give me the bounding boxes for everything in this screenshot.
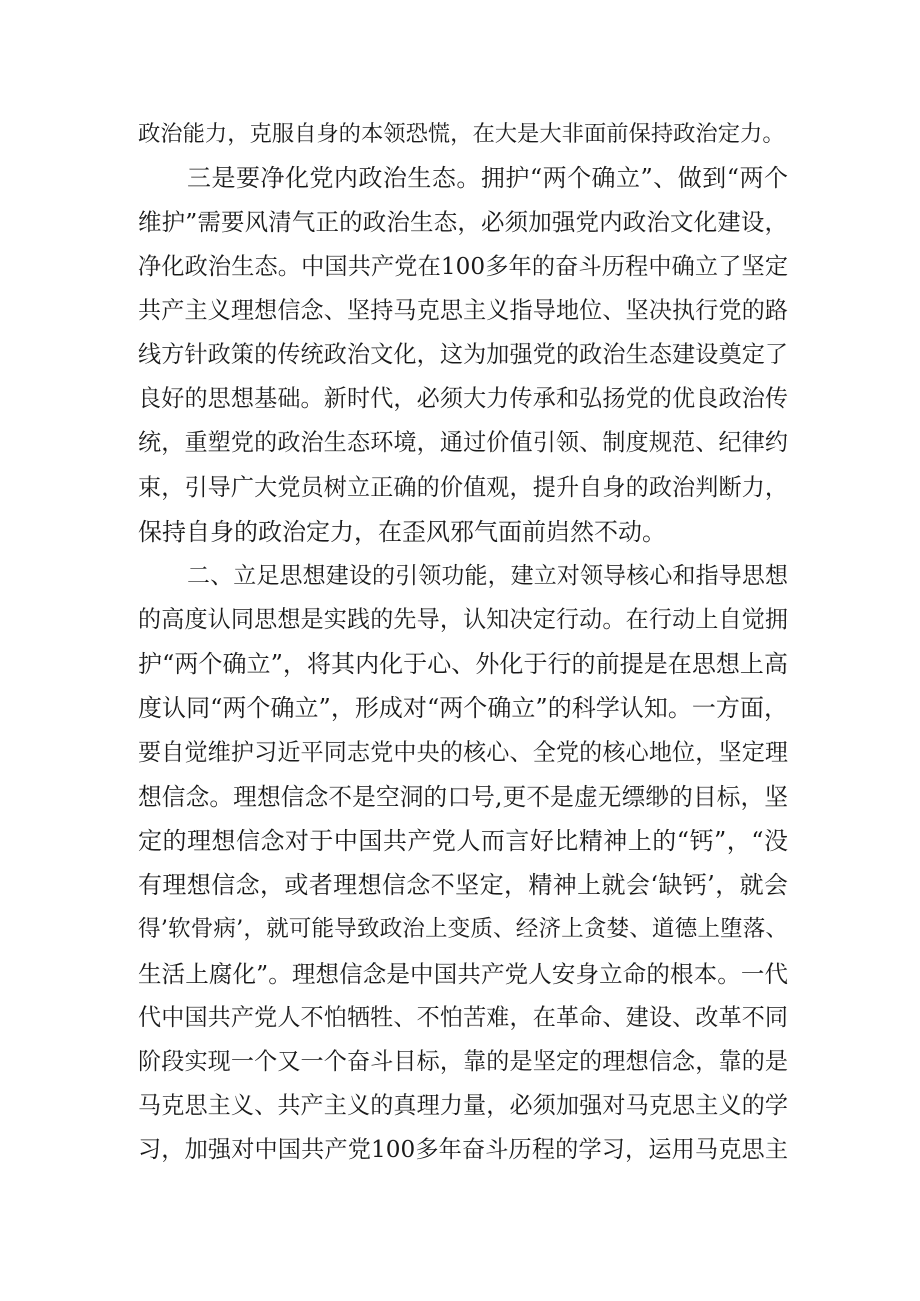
document-page	[138, 112, 788, 1173]
text-line: 要自觉维护习近平同志党中央的核心、全党的核心地位，坚定理	[138, 739, 788, 766]
text-line: 二、立足思想建设的引领功能，建立对领导核心和指导思想	[187, 562, 788, 589]
text-line: 生活上腐化”。理想信念是中国共产党人安身立命的根本。一代	[138, 959, 788, 988]
text-line: 护“两个确立”，将其内化于心、外化于行的前提是在思想上高	[138, 650, 788, 679]
text-line: 维护”需要风清气正的政治生态，必须加强党内政治文化建设，	[138, 208, 788, 237]
text-line: 共产主义理想信念、坚持马克思主义指导地位、坚决执行党的路	[138, 297, 788, 324]
text-line: 净化政治生态。中国共产党在100多年的奋斗历程中确立了坚定	[138, 252, 788, 280]
text-line: 代中国共产党人不怕牺牲、不怕苦难，在革命、建设、改革不同	[138, 1004, 788, 1031]
text-line: 有理想信念，或者理想信念不坚定，精神上就会‘缺钙’，就会	[138, 871, 788, 900]
text-line: 的高度认同思想是实践的先导，认知决定行动。在行动上自觉拥	[138, 607, 788, 634]
text-line: 得’软骨病’，就可能导致政治上变质、经济上贪婪、道德上堕落、	[138, 916, 788, 943]
text-line: 束，引导广大党员树立正确的价值观，提升自身的政治判断力，	[138, 474, 788, 501]
text-line: 线方针政策的传统政治文化，这为加强党的政治生态建设奠定了	[138, 341, 788, 368]
text-line: 习，加强对中国共产党100多年奋斗历程的学习，运用马克思主	[138, 1136, 788, 1164]
text-line: 度认同“两个确立”，形成对“两个确立”的科学认知。一方面，	[138, 694, 788, 723]
document-body	[138, 112, 788, 1173]
text-line: 阶段实现一个又一个奋斗目标，靠的是坚定的理想信念，靠的是	[138, 1048, 788, 1075]
text-line: 良好的思想基础。新时代，必须大力传承和弘扬党的优良政治传	[138, 386, 788, 413]
text-line: 统，重塑党的政治生态环境，通过价值引领、制度规范、纪律约	[138, 430, 788, 457]
text-line: 保持自身的政治定力，在歪风邪气面前岿然不动。	[138, 517, 666, 546]
text-line: 定的理想信念对于中国共产党人而言好比精神上的“钙”，“没	[138, 827, 788, 855]
text-line: 政治能力，克服自身的本领恐慌，在大是大非面前保持政治定力。	[138, 121, 785, 147]
text-line: 马克思主义、共产主义的真理力量，必须加强对马克思主义的学	[138, 1093, 788, 1120]
text-line: 三是要净化党内政治生态。拥护“两个确立”、做到“两个	[187, 164, 788, 193]
text-line: 想信念。理想信念不是空洞的口号,更不是虚无缥缈的目标，坚	[138, 782, 788, 811]
